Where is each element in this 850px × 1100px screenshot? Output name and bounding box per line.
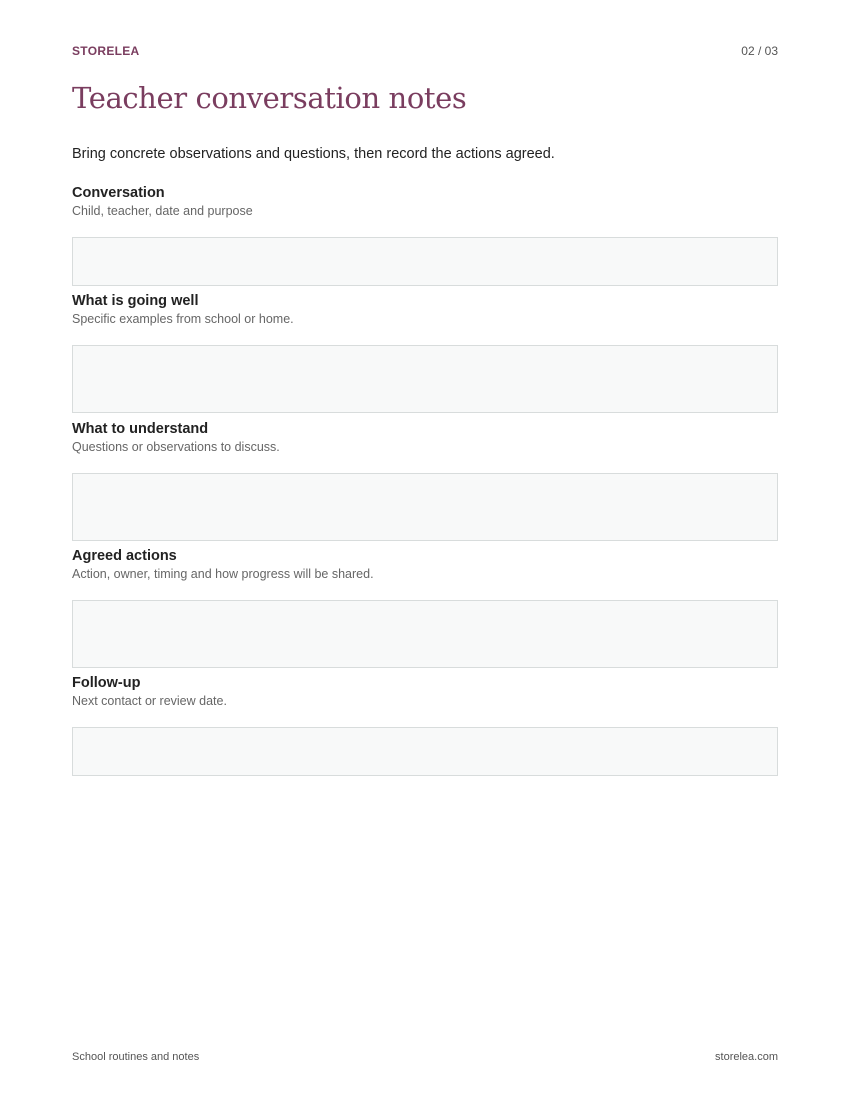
section-hint: Questions or observations to discuss. [72, 440, 280, 454]
section-title: What is going well [72, 293, 199, 309]
section-to-understand [72, 421, 778, 455]
page-title: Teacher conversation notes [72, 81, 467, 115]
to-understand-field[interactable] [72, 473, 778, 541]
section-title: What to understand [72, 421, 209, 437]
section-title: Agreed actions [72, 548, 177, 564]
intro-text: Bring concrete observations and questions, then record the actions agreed. [72, 146, 555, 162]
follow-up-field[interactable] [72, 727, 778, 776]
section-title: Conversation [72, 185, 165, 201]
footer-website-link[interactable]: storelea.com [715, 1051, 778, 1063]
section-agreed-actions [72, 548, 778, 582]
section-title: Follow-up [72, 675, 141, 691]
section-conversation [72, 185, 778, 219]
conversation-field[interactable] [72, 237, 778, 286]
section-going-well [72, 293, 778, 327]
section-follow-up [72, 675, 778, 709]
section-hint: Action, owner, timing and how progress will be shared. [72, 567, 374, 581]
section-hint: Specific examples from school or home. [72, 312, 294, 326]
section-hint: Child, teacher, date and purpose [72, 204, 253, 218]
brand-name: STORELEA [72, 44, 140, 58]
going-well-field[interactable] [72, 345, 778, 413]
section-hint: Next contact or review date. [72, 694, 227, 708]
agreed-actions-field[interactable] [72, 600, 778, 668]
footer-collection-name: School routines and notes [72, 1051, 200, 1063]
page-indicator: 02 / 03 [741, 44, 778, 58]
